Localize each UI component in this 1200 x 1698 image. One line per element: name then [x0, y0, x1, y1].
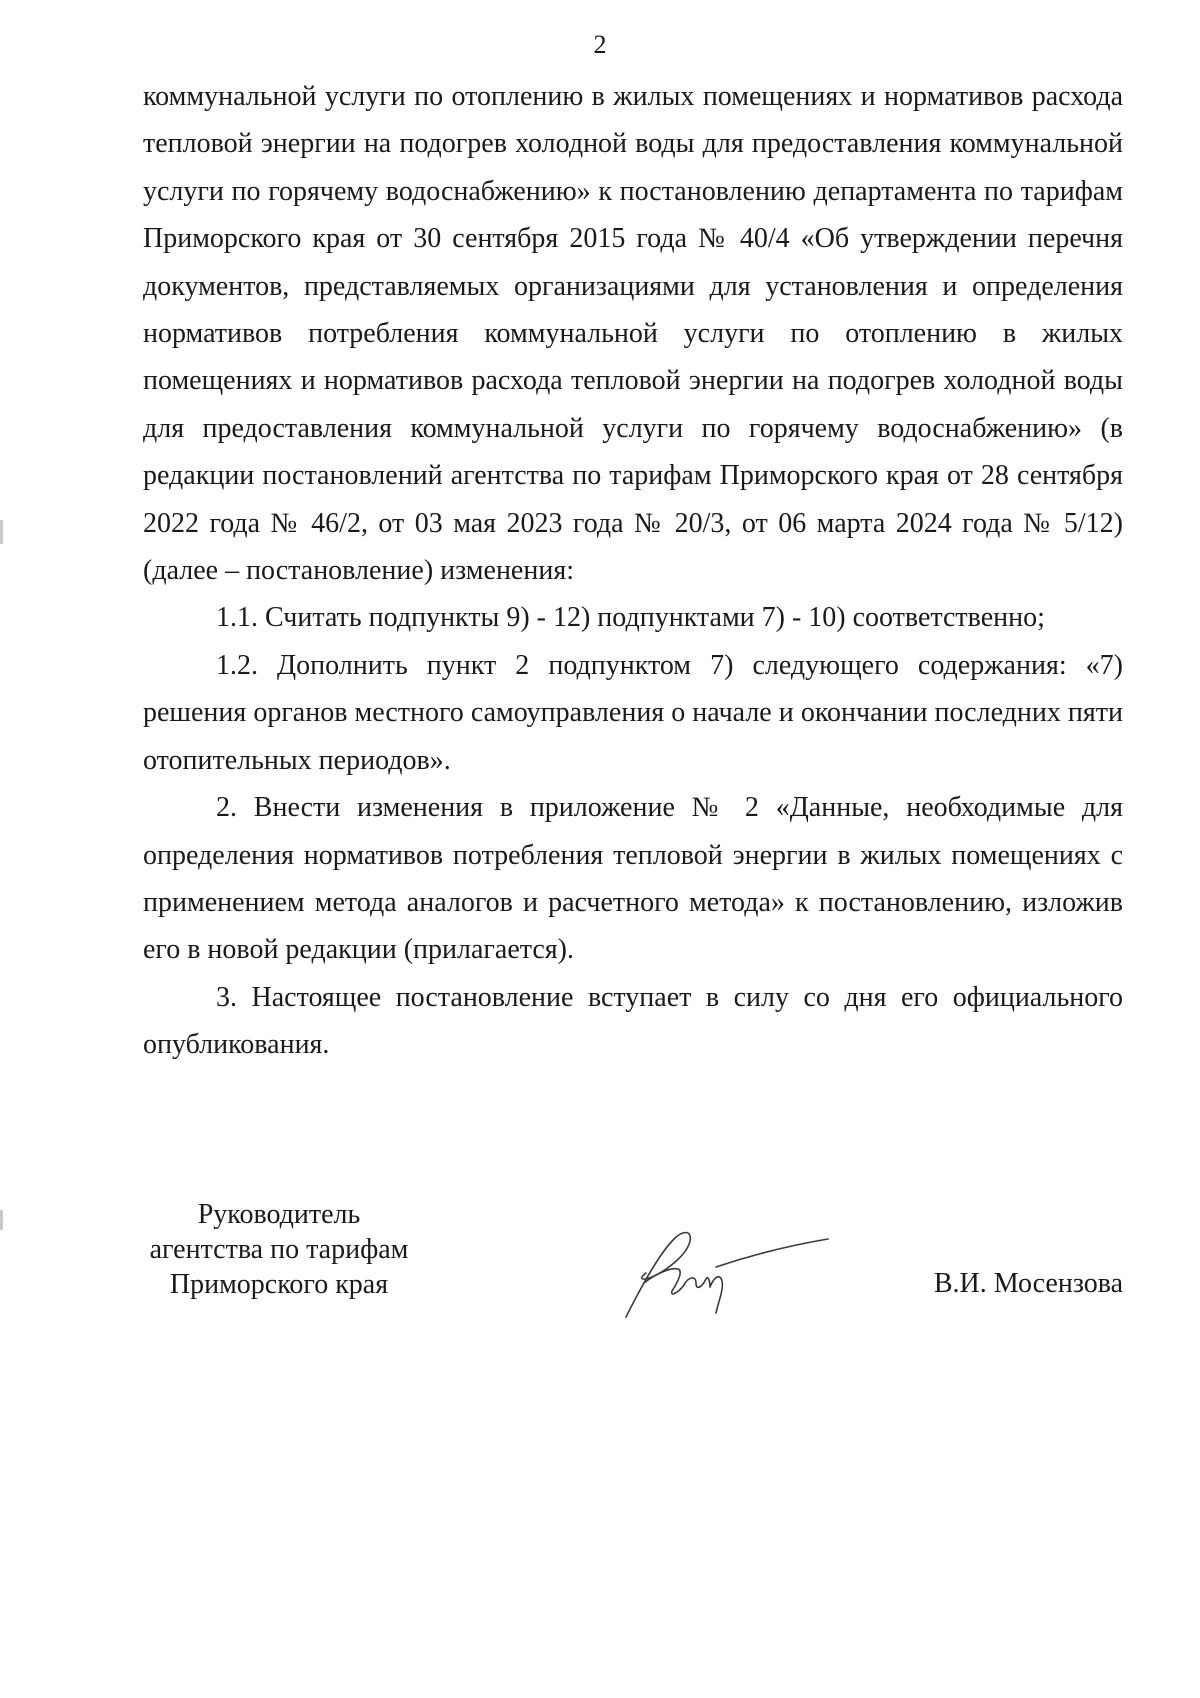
signer-name: В.И. Мосензова — [933, 1268, 1123, 1299]
paragraph-2: 2. Внести изменения в приложение № 2 «Данные, необходимые для определения нормативов потребления тепловой энергии в жилых помещениях с применением метода аналогов и расчетного метода» к постановлению, изложив его в новой редакции (прилагается). — [143, 792, 1123, 966]
paragraph-3: 3. Настоящее постановление вступает в силу со дня его официального опубликования. — [143, 981, 1123, 1061]
page-number: 2 — [593, 30, 607, 59]
handwritten-signature — [612, 1221, 832, 1331]
scan-edge-mark — [0, 1210, 3, 1230]
paragraph-continuation: коммунальной услуги по отоплению в жилых помещениях и нормативов расхода тепловой энергии на подогрев холодной воды для предоставления коммунальной услуги по горячему водоснабжению» к постановлению департамента по тарифам Приморского края от 30 сентября 2015 года № 40/4 «Об утверждении перечня документов, представляемых организациями для установления и определения нормативов потребления коммунальной услуги по отоплению в жилых помещениях и нормативов расхода тепловой энергии на подогрев холодной воды для предоставления коммунальной услуги по горячему водоснабжению» (в редакции постановлений агентства по тарифам Приморского края от 28 сентября 2022 года № 46/2, от 03 мая 2023 года № 20/3, от 06 марта 2024 года № 5/12) (далее – постановление) изменения: — [143, 81, 1123, 587]
paragraph-1-1: 1.1. Считать подпункты 9) - 12) подпунктами 7) - 10) соответственно; — [216, 602, 1045, 634]
signer-position — [120, 1197, 438, 1302]
paragraph-1-2: 1.2. Дополнить пункт 2 подпунктом 7) следующего содержания: «7) решения органов местного самоуправления о начале и окончании последних пяти отопительных периодов». — [143, 649, 1123, 776]
signer-position-line: Руководитель — [197, 1199, 361, 1230]
signer-position-line: агентства по тарифам — [149, 1234, 409, 1265]
document-body — [143, 73, 1123, 1069]
signer-position-line: Приморского края — [169, 1269, 389, 1300]
scan-edge-mark — [0, 520, 3, 544]
